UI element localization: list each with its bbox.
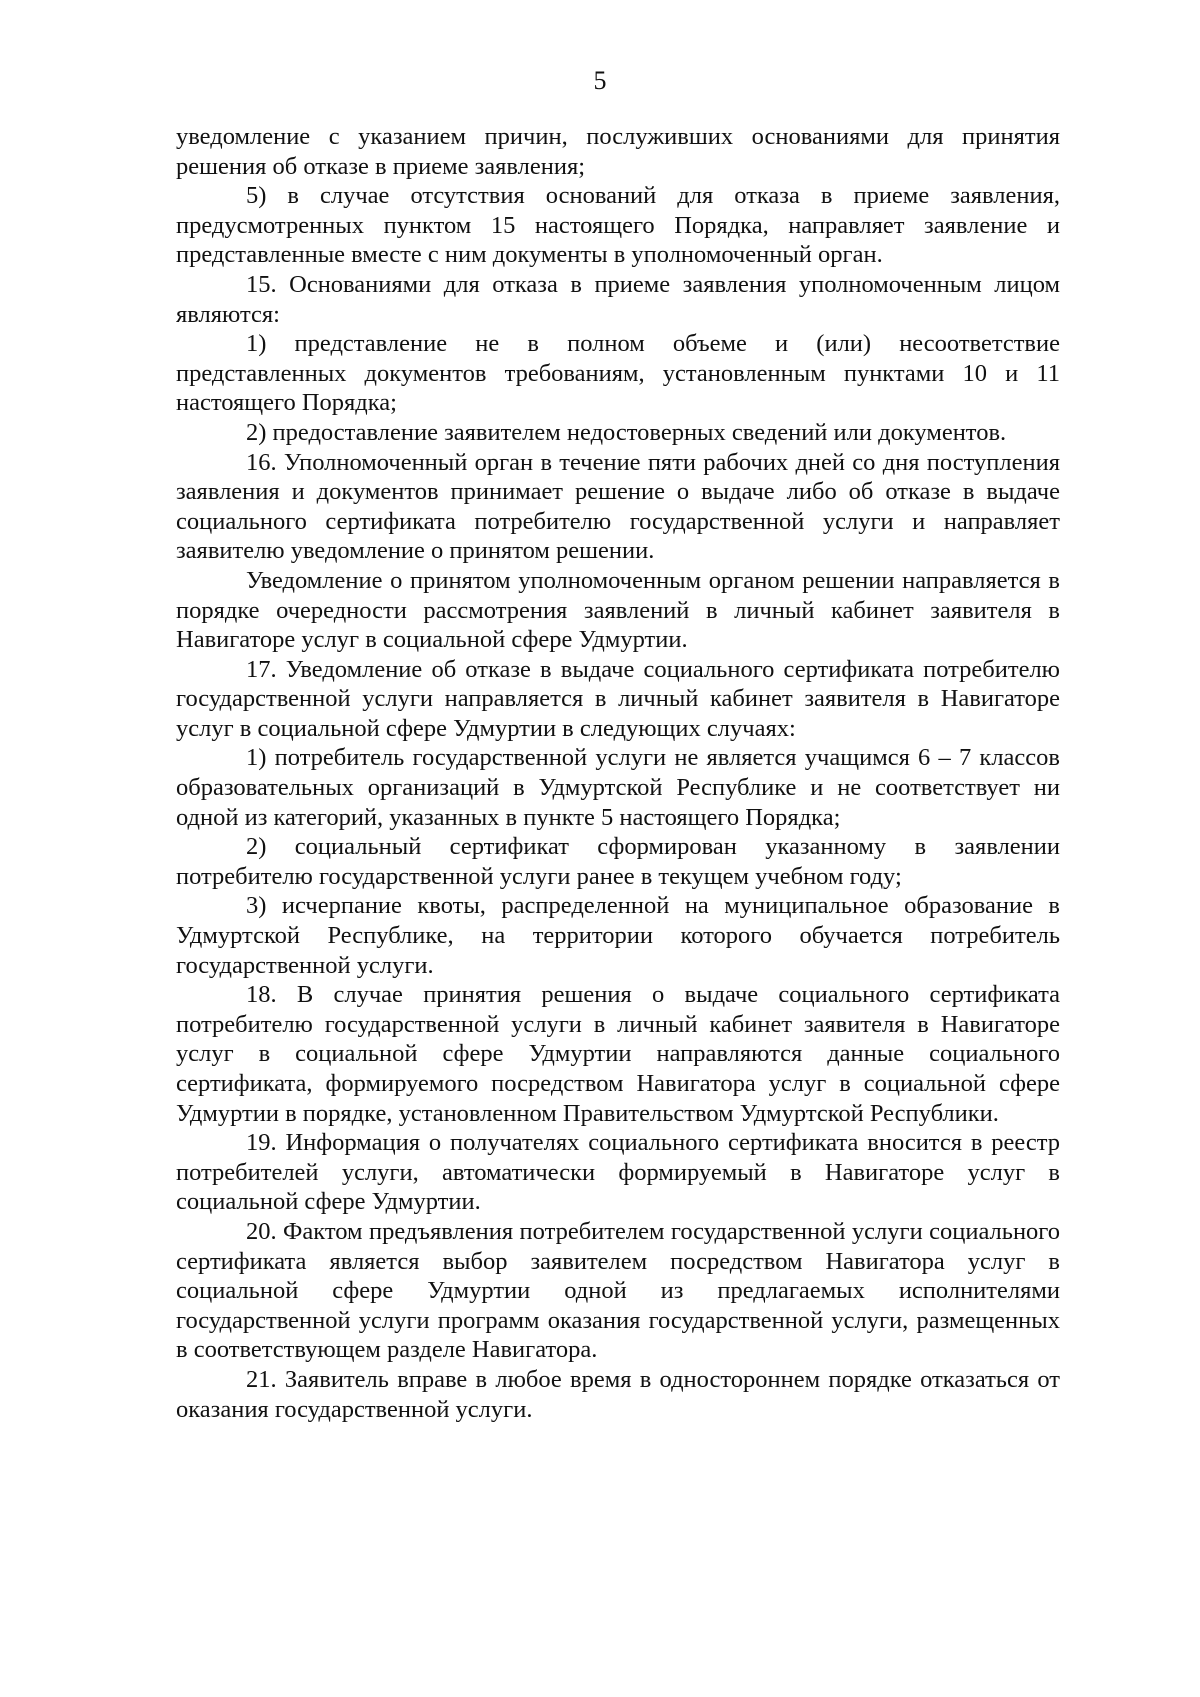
paragraph-item-17: 17. Уведомление об отказе в выдаче социального сертификата потребителю государственной услуги направляется в личный кабинет заявителя в Навигаторе услуг в социальной сфере Удмуртии в следующих случаях:: [176, 655, 1060, 742]
paragraph: 3) исчерпание квоты, распределенной на муниципальное образование в Удмуртской Республике, на территории которого обучается потребитель государственной услуги.: [176, 892, 1060, 979]
paragraph-item-20: 20. Фактом предъявления потребителем государственной услуги социального сертификата является выбор заявителем посредством Навигатора услуг в социальной сфере Удмуртии одной из предлагаемых исполнителями государственной услуги программ оказания государственной услуги, размещенных в соответствующем разделе Навигатора.: [176, 1217, 1060, 1364]
paragraph: Уведомление о принятом уполномоченным органом решении направляется в порядке очередности рассмотрения заявлений в личный кабинет заявителя в Навигаторе услуг в социальной сфере Удмуртии.: [176, 566, 1060, 654]
paragraph: 2) предоставление заявителем недостоверных сведений или документов.: [246, 418, 1007, 446]
paragraph-item-16: 16. Уполномоченный орган в течение пяти рабочих дней со дня поступления заявления и документов принимает решение о выдаче либо об отказе в выдаче социального сертификата потребителю государственной услуги и направляет заявителю уведомление о принятом решении.: [176, 448, 1060, 565]
paragraph: 5) в случае отсутствия оснований для отказа в приеме заявления, предусмотренных пунктом 15 настоящего Порядка, направляет заявление и представленные вместе с ним документы в уполномоченный орган.: [176, 182, 1060, 269]
paragraph-item-15: 15. Основаниями для отказа в приеме заявления уполномоченным лицом являются:: [176, 270, 1060, 328]
paragraph-item-18: 18. В случае принятия решения о выдаче социального сертификата потребителю государственной услуги в личный кабинет заявителя в Навигаторе услуг в социальной сфере Удмуртии направляются данные социального сертификата, формируемого посредством Навигатора услуг в социальной сфере Удмуртии в порядке, установленном Правительством Удмуртской Республики.: [176, 981, 1060, 1127]
document-body: [176, 122, 1060, 1424]
paragraph: 1) потребитель государственной услуги не является учащимся 6 – 7 классов образовательных организаций в Удмуртской Республике и не соответствует ни одной из категорий, указанных в пункте 5 настоящего Порядка;: [176, 744, 1060, 831]
paragraph: 1) представление не в полном объеме и (или) несоответствие представленных документов требованиям, установленным пунктами 10 и 11 настоящего Порядка;: [176, 330, 1060, 417]
paragraph: 2) социальный сертификат сформирован указанному в заявлении потребителю государственной услуги ранее в текущем учебном году;: [176, 833, 1060, 890]
paragraph-item-19: 19. Информация о получателях социального сертификата вносится в реестр потребителей услуги, автоматически формируемый в Навигаторе услуг в социальной сфере Удмуртии.: [176, 1129, 1060, 1216]
paragraph-item-21: 21. Заявитель вправе в любое время в одностороннем порядке отказаться от оказания государственной услуги.: [176, 1365, 1060, 1423]
paragraph: уведомление с указанием причин, послуживших основаниями для принятия решения об отказе в приеме заявления;: [176, 123, 1060, 180]
page-number: 5: [593, 66, 607, 95]
